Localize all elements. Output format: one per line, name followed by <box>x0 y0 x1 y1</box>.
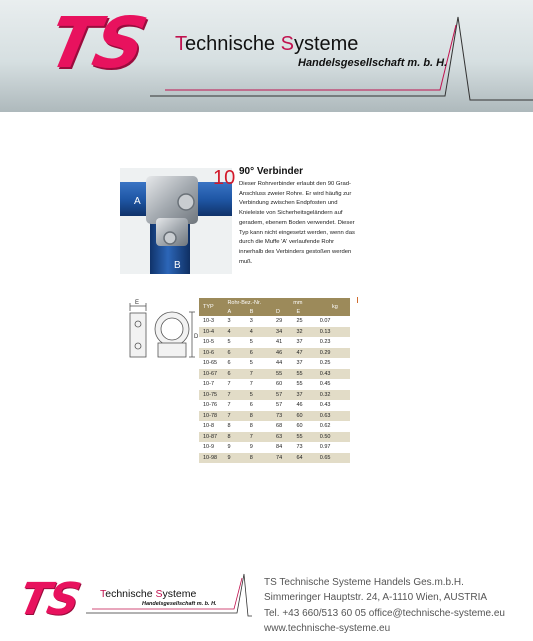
table-row <box>199 421 350 432</box>
table-cell: 60 <box>276 379 296 390</box>
header-rohr: Rohr-Bez.-Nr. <box>227 298 276 308</box>
table-cell: 37 <box>296 337 319 348</box>
table-cell: 73 <box>296 442 319 453</box>
table-cell: 46 <box>296 400 319 411</box>
table-cell: 0.43 <box>320 369 350 380</box>
table-cell: 7 <box>227 390 249 401</box>
table-row <box>199 369 350 380</box>
table-cell: 0.63 <box>320 411 350 422</box>
table-cell: 60 <box>296 411 319 422</box>
table-cell: 10-78 <box>199 411 227 422</box>
table-row <box>199 358 350 369</box>
table-cell: 5 <box>250 390 276 401</box>
table-cell: 0.65 <box>320 453 350 464</box>
table-row <box>199 453 350 464</box>
table-cell: 7 <box>250 432 276 443</box>
table-cell: 55 <box>296 432 319 443</box>
header-typ: TYP <box>199 298 227 316</box>
table-row <box>199 442 350 453</box>
table-cell: 57 <box>276 390 296 401</box>
table-cell: 32 <box>296 327 319 338</box>
table-cell: 7 <box>250 379 276 390</box>
table-cell: 10-65 <box>199 358 227 369</box>
table-cell: 10-75 <box>199 390 227 401</box>
table-cell: 10-4 <box>199 327 227 338</box>
table-cell: 57 <box>276 400 296 411</box>
footer-company-name: Technische Systeme <box>100 588 197 600</box>
table-cell: 37 <box>296 390 319 401</box>
table-cell: 60 <box>296 421 319 432</box>
footer-company-subtitle: Handelsgesellschaft m. b. H. <box>142 601 217 607</box>
table-cell: 0.62 <box>320 421 350 432</box>
table-row <box>199 337 350 348</box>
table-cell: 10-7 <box>199 379 227 390</box>
table-cell: 5 <box>227 337 249 348</box>
table-cell: 10-87 <box>199 432 227 443</box>
table-cell: 7 <box>227 411 249 422</box>
table-cell: 4 <box>227 327 249 338</box>
table-row <box>199 379 350 390</box>
subheader-b: B <box>250 308 276 316</box>
contact-address: Simmeringer Hauptstr. 24, A-1110 Wien, AUSTRIA <box>264 592 488 604</box>
table-cell: 34 <box>276 327 296 338</box>
contact-website[interactable]: www.technische-systeme.eu <box>264 622 391 634</box>
ts-logo: TS <box>41 2 151 84</box>
label-e: E <box>135 300 140 306</box>
table-cell: 0.13 <box>320 327 350 338</box>
table-cell: 10-67 <box>199 369 227 380</box>
header-mm: mm <box>276 298 320 308</box>
table-cell: 10-8 <box>199 421 227 432</box>
table-cell: 84 <box>276 442 296 453</box>
table-cell: 0.32 <box>320 390 350 401</box>
footer-ts-logo: TS <box>14 574 84 625</box>
table-cell: 9 <box>227 442 249 453</box>
table-row <box>199 411 350 422</box>
table-cell: 37 <box>296 358 319 369</box>
table-cell: 6 <box>227 358 249 369</box>
table-cell: 55 <box>296 379 319 390</box>
subheader-e: E <box>296 308 319 316</box>
header-banner <box>0 0 533 112</box>
table-cell: 25 <box>296 316 319 327</box>
table-cell: 10-5 <box>199 337 227 348</box>
table-cell: 8 <box>250 411 276 422</box>
table-cell: 5 <box>250 337 276 348</box>
contact-company: TS Technische Systeme Handels Ges.m.b.H. <box>264 577 464 588</box>
table-row <box>199 432 350 443</box>
table-cell: 0.50 <box>320 432 350 443</box>
product-title: 90° Verbinder <box>239 166 304 177</box>
table-cell: 6 <box>250 348 276 359</box>
table-cell: 0.29 <box>320 348 350 359</box>
table-cell: 10-76 <box>199 400 227 411</box>
table-cell: 55 <box>276 369 296 380</box>
table-row <box>199 327 350 338</box>
table-cell: 7 <box>227 400 249 411</box>
product-number: 10 <box>213 167 236 189</box>
table-cell: 68 <box>276 421 296 432</box>
table-cell: 0.97 <box>320 442 350 453</box>
technical-drawing <box>120 297 200 375</box>
contact-phone-email[interactable]: Tel. +43 660/513 60 05 office@technische-systeme.eu <box>264 607 505 619</box>
table-cell: 55 <box>296 369 319 380</box>
table-cell: 10-9 <box>199 442 227 453</box>
table-cell: 9 <box>250 442 276 453</box>
table-cell: 47 <box>296 348 319 359</box>
label-a: A <box>134 196 141 207</box>
table-cell: 3 <box>250 316 276 327</box>
product-description: Dieser Rohrverbinder erlaubt den 90 Grad-Anschluss zweier Rohre. Er wird häufig zur Verbindung zwischen Endpfosten und Knieleiste von Sicherheitsgeländern auf geradem, ebenem Boden verwendet. Dieser Typ kann nicht eingesetzt werden, wenn das durch die Muffe 'A' verlaufende Rohr innerhalb des Verbinders gestoßen werden muß. <box>239 181 355 265</box>
table-cell: 10-6 <box>199 348 227 359</box>
table-cell: 8 <box>250 421 276 432</box>
table-marker <box>357 297 358 303</box>
header-kg: kg <box>320 298 350 316</box>
table-header-row <box>199 298 350 308</box>
company-name: Technische Systeme <box>175 33 359 55</box>
footer-logo-block <box>12 572 252 624</box>
table-cell: 10-98 <box>199 453 227 464</box>
table-cell: 7 <box>227 379 249 390</box>
table-cell: 10-3 <box>199 316 227 327</box>
table-cell: 9 <box>227 453 249 464</box>
table-row <box>199 390 350 401</box>
table-cell: 6 <box>227 369 249 380</box>
table-cell: 46 <box>276 348 296 359</box>
dimension-table <box>199 298 350 463</box>
table-cell: 6 <box>250 400 276 411</box>
label-d: D <box>194 334 199 340</box>
table-cell: 4 <box>250 327 276 338</box>
table-cell: 0.23 <box>320 337 350 348</box>
table-cell: 8 <box>250 453 276 464</box>
table-cell: 6 <box>227 348 249 359</box>
table-row <box>199 316 350 327</box>
table-cell: 0.45 <box>320 379 350 390</box>
table-cell: 41 <box>276 337 296 348</box>
table-cell: 8 <box>227 421 249 432</box>
label-b: B <box>174 260 181 271</box>
contact-block <box>264 575 505 636</box>
table-cell: 0.25 <box>320 358 350 369</box>
table-cell: 44 <box>276 358 296 369</box>
subheader-a: A <box>227 308 249 316</box>
table-cell: 5 <box>250 358 276 369</box>
subheader-d: D <box>276 308 296 316</box>
table-cell: 63 <box>276 432 296 443</box>
table-cell: 74 <box>276 453 296 464</box>
table-row <box>199 348 350 359</box>
table-cell: 8 <box>227 432 249 443</box>
table-cell: 7 <box>250 369 276 380</box>
table-cell: 3 <box>227 316 249 327</box>
table-cell: 64 <box>296 453 319 464</box>
table-cell: 73 <box>276 411 296 422</box>
table-cell: 0.07 <box>320 316 350 327</box>
company-subtitle: Handelsgesellschaft m. b. H. <box>298 57 448 69</box>
table-row <box>199 400 350 411</box>
table-cell: 0.43 <box>320 400 350 411</box>
table-cell: 29 <box>276 316 296 327</box>
